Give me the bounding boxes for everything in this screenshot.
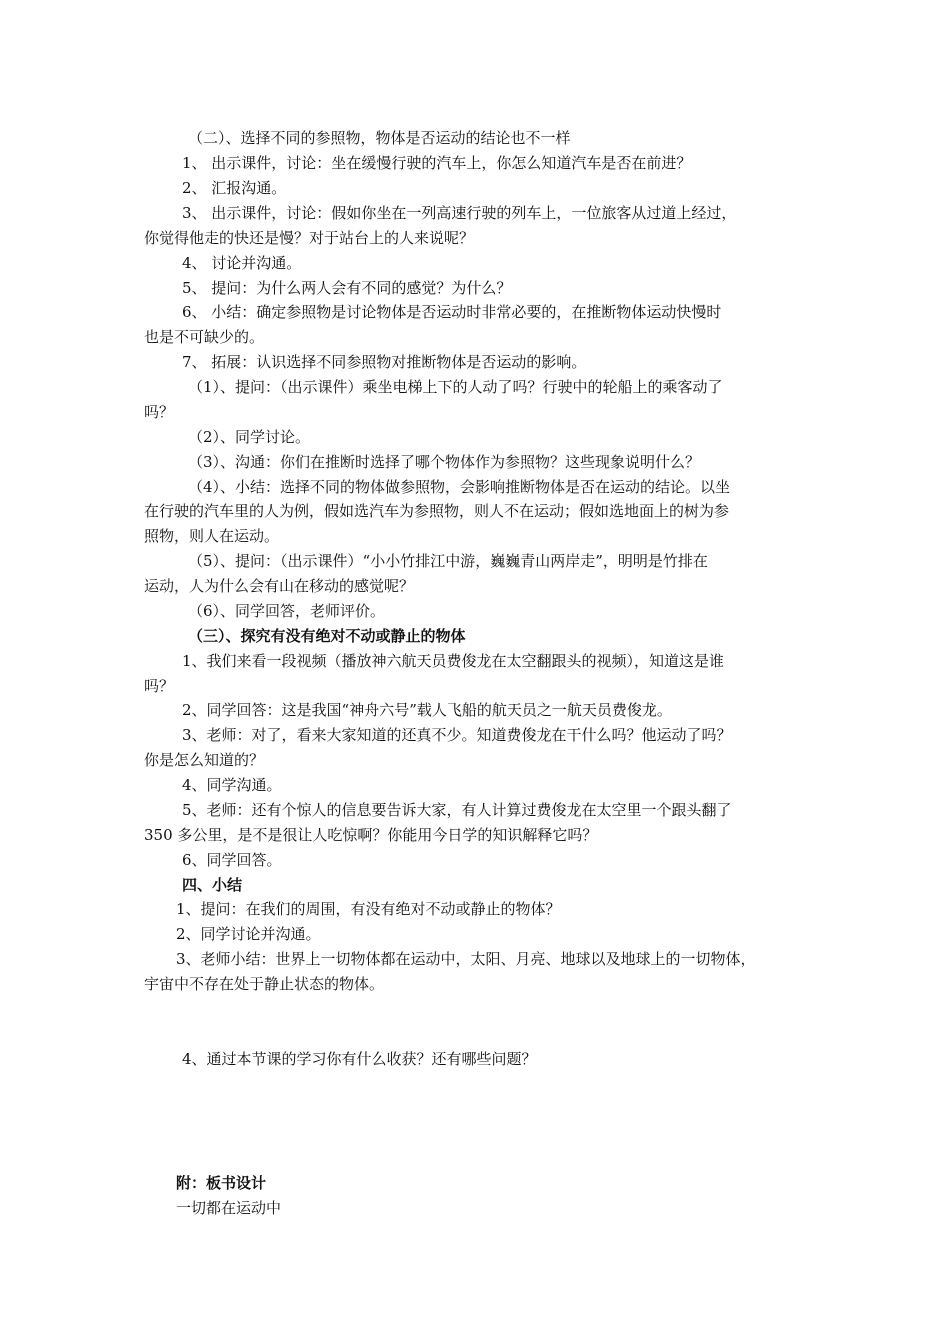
paragraph-line: 1、提问：在我们的周围，有没有绝对不动或静止的物体？ — [176, 900, 561, 918]
paragraph-line: 1、我们来看一段视频（播放神六航天员费俊龙在太空翻跟头的视频），知道这是谁 — [182, 652, 725, 670]
paragraph-line: 350 多公里，是不是很让人吃惊啊？你能用今日学的知识解释它吗？ — [144, 826, 598, 844]
paragraph-line: 4、通过本节课的学习你有什么收获？还有哪些问题？ — [182, 1050, 537, 1068]
paragraph-line: 3、老师：对了，看来大家知道的还真不少。知道费俊龙在干什么吗？他运动了吗？ — [182, 726, 732, 744]
paragraph-line: 吗？ — [144, 403, 175, 421]
paragraph-line: 在行驶的汽车里的人为例，假如选汽车为参照物，则人不在运动；假如选地面上的树为参 — [144, 502, 730, 520]
paragraph-line: 2、同学讨论并沟通。 — [176, 925, 321, 943]
paragraph-line: 5、 提问：为什么两人会有不同的感觉？为什么？ — [182, 279, 512, 297]
paragraph-line: 2、 汇报沟通。 — [182, 179, 287, 197]
paragraph-line: 2、同学回答：这是我国“神舟六号”载人飞船的航天员之一航天员费俊龙。 — [182, 701, 672, 719]
paragraph-line: 7、 拓展：认识选择不同参照物对推断物体是否运动的影响。 — [182, 353, 587, 371]
paragraph-line: 4、同学沟通。 — [182, 776, 282, 794]
paragraph-line: 6、同学回答。 — [182, 851, 282, 869]
paragraph-line: （5）、提问：（出示课件）“小小竹排江中游，巍巍青山两岸走”，明明是竹排在 — [188, 552, 708, 570]
paragraph-line: 你觉得他走的快还是慢？对于站台上的人来说呢？ — [144, 229, 475, 247]
paragraph-line: 5、老师：还有个惊人的信息要告诉大家，有人计算过费俊龙在太空里一个跟头翻了 — [182, 801, 732, 819]
paragraph-line: 也是不可缺少的。 — [144, 328, 265, 346]
board-design-line: 一切都在运动中 — [176, 1199, 282, 1217]
section-heading-2: （二）、选择不同的参照物，物体是否运动的结论也不一样 — [188, 129, 571, 147]
paragraph-line: 1、 出示课件，讨论：坐在缓慢行驶的汽车上，你怎么知道汽车是否在前进？ — [182, 154, 692, 172]
paragraph-line: 6、 小结：确定参照物是讨论物体是否运动时非常必要的，在推断物体运动快慢时 — [182, 303, 722, 321]
paragraph-line: 吗？ — [144, 677, 175, 695]
paragraph-line: （2）、同学讨论。 — [188, 428, 311, 446]
paragraph-line: 照物，则人在运动。 — [144, 527, 280, 545]
paragraph-line: 3、老师小结：世界上一切物体都在运动中，太阳、月亮、地球以及地球上的一切物体， — [176, 950, 756, 968]
paragraph-line: （4）、小结：选择不同的物体做参照物，会影响推断物体是否在运动的结论。以坐 — [188, 478, 731, 496]
paragraph-line: 4、 讨论并沟通。 — [182, 254, 302, 272]
paragraph-line: 3、 出示课件，讨论：假如你坐在一列高速行驶的列车上，一位旅客从过道上经过， — [182, 204, 737, 222]
paragraph-line: 你是怎么知道的？ — [144, 751, 265, 769]
paragraph-line: （1）、提问：（出示课件）乘坐电梯上下的人动了吗？行驶中的轮船上的乘客动了 — [188, 378, 723, 396]
paragraph-line: 宇宙中不存在处于静止状态的物体。 — [144, 975, 385, 993]
appendix-heading: 附：板书设计 — [176, 1174, 267, 1192]
section-heading-4: 四、小结 — [182, 876, 243, 894]
section-heading-3: （三）、探究有没有绝对不动或静止的物体 — [188, 627, 466, 645]
paragraph-line: （3）、沟通：你们在推断时选择了哪个物体作为参照物？这些现象说明什么？ — [188, 453, 701, 471]
paragraph-line: （6）、同学回答，老师评价。 — [188, 602, 386, 620]
paragraph-line: 运动，人为什么会有山在移动的感觉呢？ — [144, 577, 415, 595]
